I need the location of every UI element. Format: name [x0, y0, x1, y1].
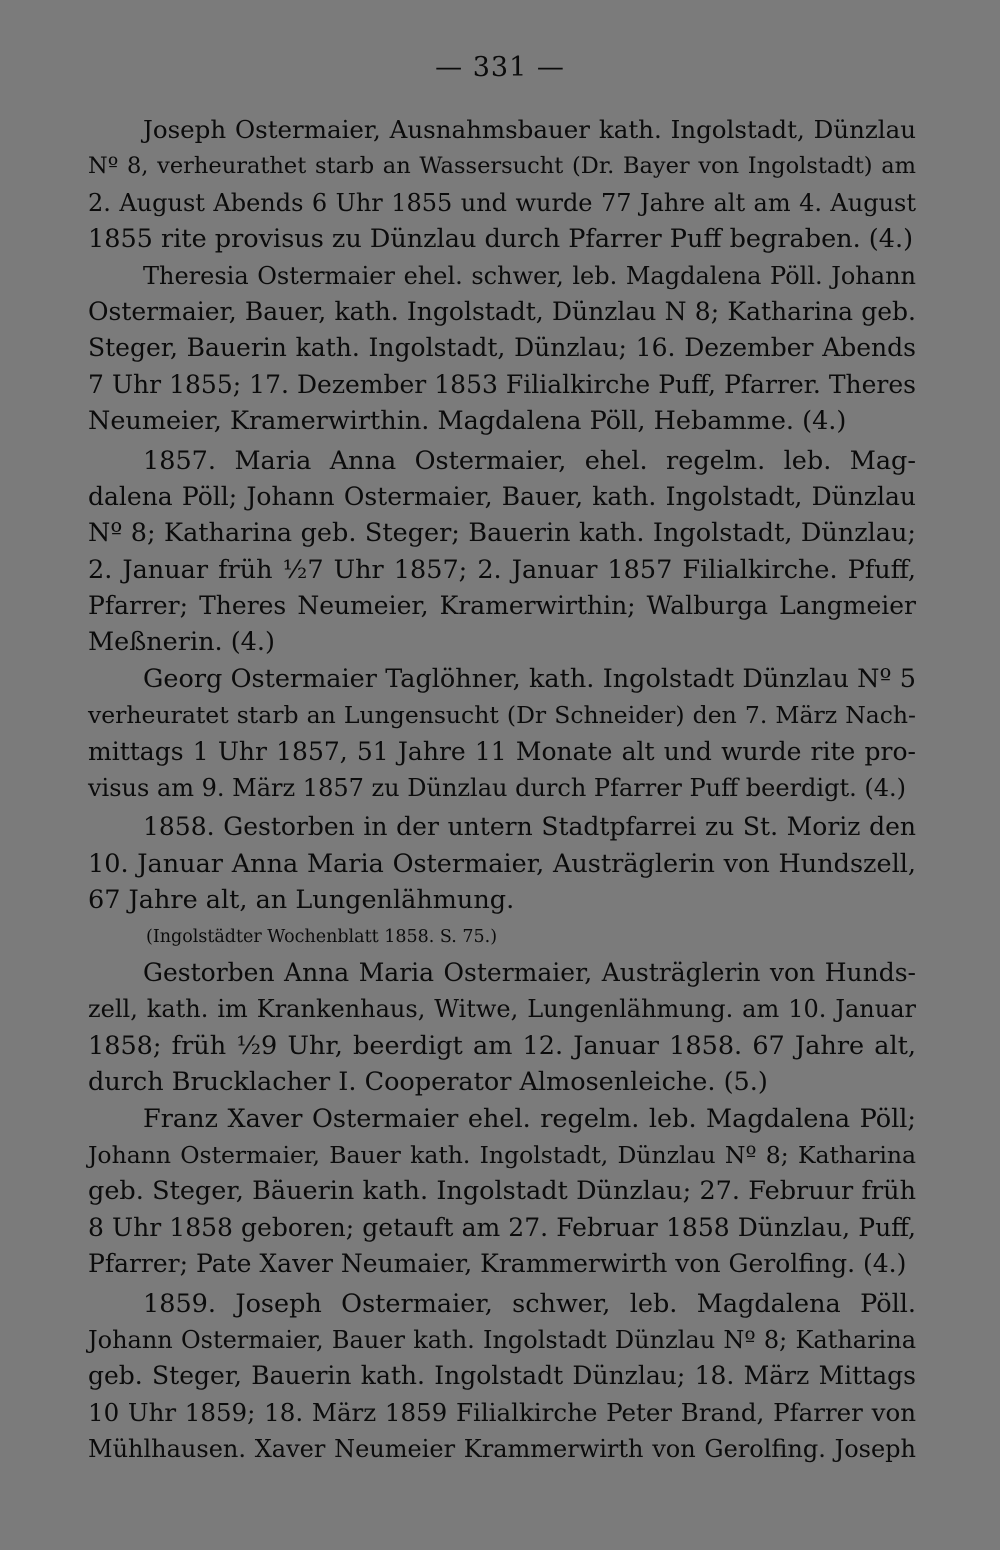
text-line: 67 Jahre alt, an Lungenlähmung.	[88, 885, 515, 916]
text-line: Joseph Ostermaier, Ausnahmsbauer kath. Ingolstadt, Dünzlau	[143, 115, 916, 144]
text-line: dalena Pöll; Johann Ostermaier, Bauer, kath. Ingolstadt, Dünzlau	[88, 481, 916, 511]
text-line: zell, kath. im Krankenhaus, Witwe, Lungenlähmung. am 10. Januar	[88, 995, 916, 1024]
text-line: 10 Uhr 1859; 18. März 1859 Filialkirche Peter Brand, Pfarrer von	[88, 1397, 916, 1427]
text-line: visus am 9. März 1857 zu Dünzlau durch Pfarrer Puff beerdigt. (4.)	[88, 774, 906, 803]
text-line: Nº 8, verheurathet starb an Wassersucht (Dr. Bayer von Ingolstadt) am	[88, 153, 916, 180]
text-line: (Ingolstädter Wochenblatt 1858. S. 75.)	[146, 926, 498, 947]
text-line: 1858; früh ½9 Uhr, beerdigt am 12. Januar 1858. 67 Jahre alt,	[88, 1030, 916, 1061]
text-line: 2. Januar früh ½7 Uhr 1857; 2. Januar 1857 Filialkirche. Pfuff,	[88, 554, 916, 585]
text-line: Franz Xaver Ostermaier ehel. regelm. leb. Magdalena Pöll;	[143, 1103, 916, 1134]
text-line: geb. Steger, Bauerin kath. Ingolstadt Dünzlau; 18. März Mittags	[88, 1361, 916, 1391]
text-line: 1859. Joseph Ostermaier, schwer, leb. Magdalena Pöll.	[143, 1288, 916, 1319]
text-line: 7 Uhr 1855; 17. Dezember 1853 Filialkirche Puff, Pfarrer. Theres	[88, 369, 916, 399]
text-line: mittags 1 Uhr 1857, 51 Jahre 11 Monate alt und wurde rite pro-	[88, 736, 916, 766]
text-line: 1855 rite provisus zu Dünzlau durch Pfarrer Puff begraben. (4.)	[88, 224, 914, 255]
text-line: 8 Uhr 1858 geboren; getauft am 27. Februar 1858 Dünzlau, Puff,	[88, 1212, 916, 1242]
text-line: Pfarrer; Theres Neumeier, Kramerwirthin; Walburga Langmeier	[88, 591, 916, 621]
text-line: Mühlhausen. Xaver Neumeier Krammerwirth von Gerolfing. Joseph	[88, 1435, 916, 1464]
text-line: Gestorben Anna Maria Ostermaier, Austräglerin von Hunds-	[143, 957, 916, 987]
text-line: Meßnerin. (4.)	[88, 627, 275, 658]
text-line: Georg Ostermaier Taglöhner, kath. Ingolstadt Dünzlau Nº 5	[143, 663, 916, 694]
text-line: Ostermaier, Bauer, kath. Ingolstadt, Dünzlau N 8; Katharina geb.	[88, 296, 916, 326]
page-number: — 331 —	[435, 52, 565, 83]
text-line: Johann Ostermaier, Bauer kath. Ingolstadt, Dünzlau Nº 8; Katharina	[88, 1140, 916, 1169]
register-text-block	[88, 112, 916, 1467]
text-line: 2. August Abends 6 Uhr 1855 und wurde 77 Jahre alt am 4. August	[88, 188, 916, 217]
text-line: 1857. Maria Anna Ostermaier, ehel. regelm. leb. Mag-	[143, 445, 916, 476]
text-line: verheuratet starb an Lungensucht (Dr Schneider) den 7. März Nach-	[88, 701, 916, 730]
text-line: Theresia Ostermaier ehel. schwer, leb. Magdalena Pöll. Johann	[143, 261, 916, 290]
text-line: geb. Steger, Bäuerin kath. Ingolstadt Dünzlau; 27. Februur früh	[88, 1176, 916, 1207]
text-line: Pfarrer; Pate Xaver Neumaier, Krammerwirth von Gerolfing. (4.)	[88, 1249, 907, 1279]
text-line: durch Brucklacher I. Cooperator Almosenleiche. (5.)	[88, 1067, 768, 1098]
text-line: Nº 8; Katharina geb. Steger; Bauerin kath. Ingolstadt, Dünzlau;	[88, 518, 916, 549]
text-line: Johann Ostermaier, Bauer kath. Ingolstadt Dünzlau Nº 8; Katharina	[88, 1325, 916, 1354]
text-line: Steger, Bauerin kath. Ingolstadt, Dünzlau; 16. Dezember Abends	[88, 333, 916, 363]
text-line: 1858. Gestorben in der untern Stadtpfarrei zu St. Moriz den	[143, 812, 916, 842]
text-line: 10. Januar Anna Maria Ostermaier, Austräglerin von Hundszell,	[88, 848, 916, 879]
text-line: Neumeier, Kramerwirthin. Magdalena Pöll, Hebamme. (4.)	[88, 406, 847, 437]
